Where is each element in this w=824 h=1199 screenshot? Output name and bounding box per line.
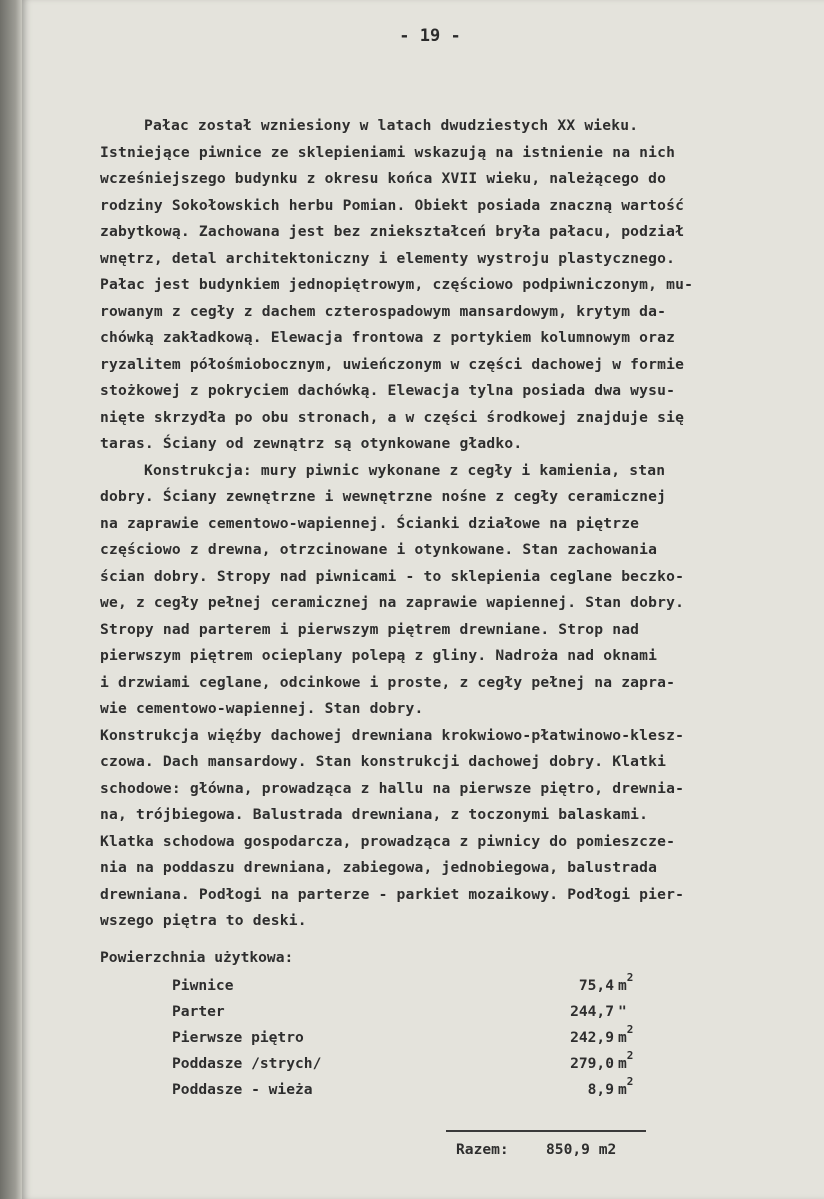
area-row: [172, 1003, 692, 1029]
text-line: zabytkową. Zachowana jest bez zniekształceń bryła pałacu, podział: [100, 223, 685, 240]
text-line: nięte skrzydła po obu stronach, a w części środkowej znajduje się: [100, 408, 685, 426]
text-line: ścian dobry. Stropy nad piwnicami - to sklepienia ceglane beczko-: [100, 567, 685, 585]
area-row-label: Pierwsze piętro: [172, 1029, 304, 1046]
area-row-label: Parter: [172, 1003, 225, 1020]
area-row-unit: $m^2$: [618, 1075, 634, 1098]
area-row-label: Piwnice: [172, 977, 234, 994]
text-line: pierwszym piętrem ocieplany polepą z gliny. Nadroża nad oknami: [100, 647, 658, 664]
text-line: stożkowej z pokryciem dachówką. Elewacja tylna posiada dwa wysu-: [100, 382, 676, 399]
text-line: we, z cegły pełnej ceramicznej na zaprawie wapiennej. Stan dobry.: [100, 594, 685, 611]
area-row: [172, 1049, 692, 1081]
area-row-label: Poddasze - wieża: [172, 1081, 313, 1098]
usable-area-title: Powierzchnia użytkowa:: [100, 949, 294, 966]
text-line: Konstrukcja więźby dachowej drewniana krokwiowo-płatwinowo-klesz-: [100, 726, 685, 744]
area-row-label: Poddasze /strych/: [172, 1055, 322, 1072]
text-line: częściowo z drewna, otrzcinowane i otynkowane. Stan zachowania: [100, 541, 658, 558]
text-line: nia na poddaszu drewniana, zabiegowa, jednobiegowa, balustrada: [100, 859, 658, 876]
text-line: Pałac został wzniesiony w latach dwudziestych XX wieku.: [144, 117, 639, 134]
text-line: schodowe: główna, prowadząca z hallu na pierwsze piętro, drewnia-: [100, 779, 685, 797]
body-text: [100, 113, 790, 935]
text-line: wie cementowo-wapiennej. Stan dobry.: [100, 700, 424, 717]
text-line: wszego piętra to deski.: [100, 912, 307, 929]
area-row-value: 242,9: [570, 1029, 614, 1046]
text-line: wcześniejszego budynku z okresu końca XVII wieku, należącego do: [100, 170, 667, 187]
text-line: Stropy nad parterem i pierwszym piętrem drewniane. Strop nad: [100, 620, 640, 638]
area-row-value: 8,9: [587, 1081, 614, 1098]
text-line: wnętrz, detal architektoniczny i elementy wystroju plastycznego.: [100, 249, 676, 267]
text-line: na zaprawie cementowo-wapiennej. Ścianki działowe na piętrze: [100, 514, 640, 532]
book-binding: [0, 0, 22, 1199]
area-row: [172, 971, 692, 1003]
document-page: [22, 0, 824, 1199]
text-line: taras. Ściany od zewnątrz są otynkowane gładko.: [100, 435, 523, 452]
page-number: - 19 -: [399, 26, 461, 46]
area-row-unit: $m^2$: [618, 1023, 634, 1046]
text-line: na, trójbiegowa. Balustrada drewniana, z toczonymi balaskami.: [100, 806, 649, 823]
text-line: Klatka schodowa gospodarcza, prowadząca z piwnicy do pomieszcze-: [100, 832, 676, 850]
text-line: czowa. Dach mansardowy. Stan konstrukcji dachowej dobry. Klatki: [100, 753, 667, 770]
total-divider: [446, 1130, 646, 1132]
text-line: drewniana. Podłogi na parterze - parkiet mozaikowy. Podłogi pier-: [100, 885, 685, 903]
area-row-unit: $m^2$: [618, 1049, 634, 1072]
area-row-value: 279,0: [570, 1055, 614, 1072]
area-row-value: 244,7: [570, 1003, 614, 1020]
total-value: 850,9 m2: [546, 1141, 617, 1158]
area-row-unit: ": [618, 1003, 627, 1020]
text-line: chówką zakładkową. Elewacja frontowa z portykiem kolumnowym oraz: [100, 329, 676, 346]
text-line: Konstrukcja: mury piwnic wykonane z cegły i kamienia, stan: [144, 461, 666, 479]
text-line: Istniejące piwnice ze sklepieniami wskazują na istnienie na nich: [100, 143, 676, 161]
text-line: ryzalitem półośmiobocznym, uwieńczonym w części dachowej w formie: [100, 355, 685, 373]
total-label: Razem:: [456, 1141, 509, 1158]
text-line: rodziny Sokołowskich herbu Pomian. Obiekt posiada znaczną wartość: [100, 196, 685, 214]
area-row-unit: $m^2$: [618, 971, 634, 994]
area-row: [172, 1075, 692, 1107]
text-line: i drzwiami ceglane, odcinkowe i proste, z cegły pełnej na zapra-: [100, 673, 676, 691]
text-line: rowanym z cegły z dachem czterospadowym mansardowym, krytym da-: [100, 302, 667, 320]
text-line: Pałac jest budynkiem jednopiętrowym, częściowo podpiwniczonym, mu-: [100, 276, 694, 293]
text-line: dobry. Ściany zewnętrzne i wewnętrzne nośne z cegły ceramicznej: [100, 488, 667, 505]
area-row-value: 75,4: [578, 977, 614, 994]
area-row: [172, 1023, 692, 1055]
